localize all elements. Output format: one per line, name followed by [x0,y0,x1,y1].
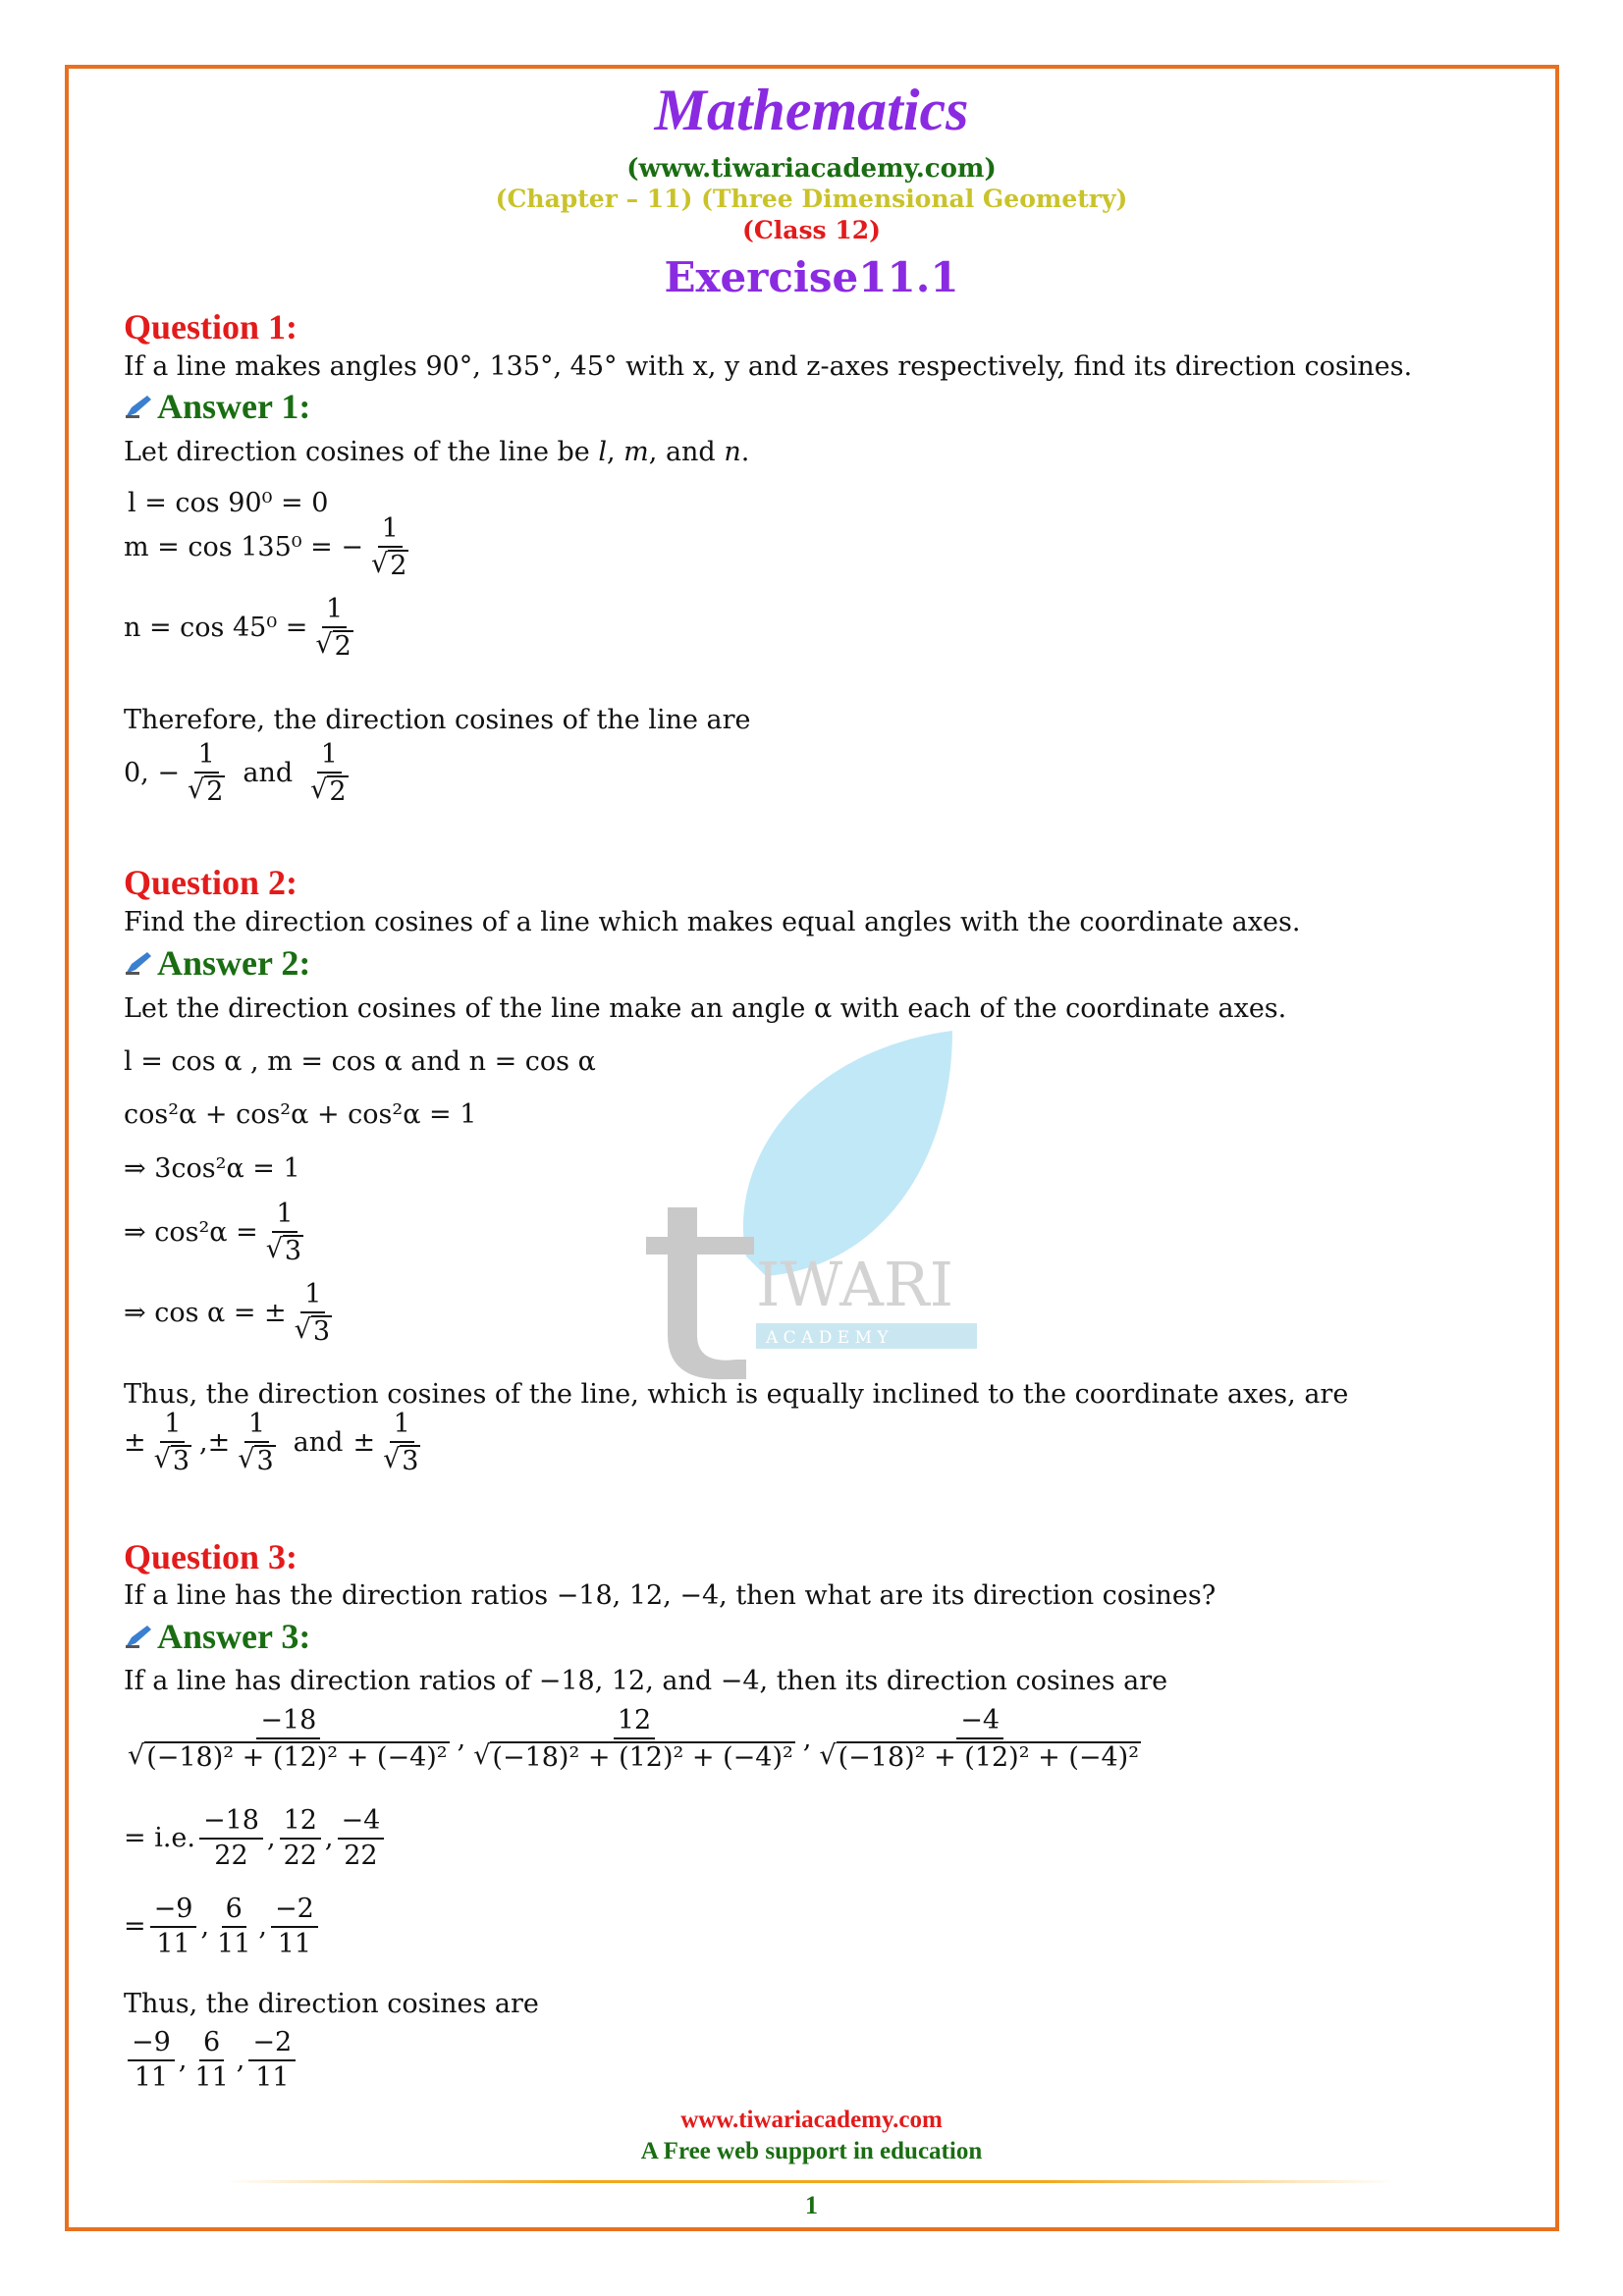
pen-icon [124,1624,153,1649]
answer-2-final: ± 1 √ 3 , ± 1 √ 3 and ± 1 √ 3 [124,1409,419,1476]
exercise-title: Exercise11.1 [664,253,959,301]
question-1-text: If a line makes angles 90°, 135°, 45° with x, y and z-axes respectively, find its direction cosines. [124,351,1413,382]
answer-2-eq-2: cos²α + cos²α + cos²α = 1 [124,1099,477,1130]
chapter-label: (Chapter – 11) (Three Dimensional Geometry) [495,185,1128,213]
page-title: Mathematics [654,78,969,142]
footer-divider [226,2180,1394,2183]
answer-3-step-2: = $\frac{-9}{11}$ , $\frac{6}{11}$ , $\frac{-2}{11}$ [124,1895,322,1958]
pen-icon [124,394,153,419]
question-3-text: If a line has the direction ratios −18, 12, −4, then what are its direction cosines? [124,1580,1217,1611]
answer-1-label: Answer 1: [157,387,311,426]
answer-2-eq-1: l = cos α , m = cos α and n = cos α [124,1046,596,1077]
answer-1-eq-n: n = cos 45⁰ = 1 √ 2 [124,594,352,662]
answer-3-intro: If a line has direction ratios of −18, 12, and −4, then its direction cosines are [124,1666,1168,1696]
site-url: (www.tiwariacademy.com) [626,154,997,184]
answer-1-eq-l: l = cos 90⁰ = 0 [128,488,329,518]
answer-2-eq-4: ⇒ cos²α = 1 √ 3 [124,1199,302,1266]
answer-2-label: Answer 2: [157,943,311,983]
page-number: 1 [805,2191,818,2219]
answer-3-final: $\frac{-9}{11}$ , $\frac{6}{11}$ , $\frac{-2}{11}$ [124,2028,299,2092]
question-2-heading: Question 2: [124,863,298,902]
answer-1-final: 0, − 1 √ 2 and 1 √ 2 [124,739,347,807]
answer-1-intro: Let direction cosines of the line be l, m, and n. [124,437,750,467]
footer-tagline: A Free web support in education [640,2138,983,2164]
answer-3-label: Answer 3: [157,1617,311,1656]
pen-icon [124,950,153,976]
question-1-heading: Question 1: [124,307,298,347]
watermark-subtext: A C A D E M Y [766,1328,889,1348]
answer-3-step-1: = i.e. $\frac{-18}{22}$ , $\frac{12}{22}$ , $\frac{-4}{22}$ [124,1806,388,1870]
answer-3-direction-cosines: −18 √ (−18)² + (12)² + (−4)² , 12 √ (−18)² + (12)² + (−4)² , −4 √ (−18)² + (12)² + (−4)² [128,1705,1140,1773]
watermark-text: IWARI [756,1249,954,1320]
answer-2-conclusion: Thus, the direction cosines of the line, which is equally inclined to the coordinate axes, are [124,1379,1349,1410]
tiwari-watermark-logo [628,1011,992,1384]
answer-3-conclusion: Thus, the direction cosines are [124,1989,539,2019]
answer-2-eq-5: ⇒ cos α = ± 1 √ 3 [124,1279,331,1347]
question-3-heading: Question 3: [124,1537,298,1576]
answer-1-heading [124,386,310,427]
answer-2-intro: Let the direction cosines of the line make an angle α with each of the coordinate axes. [124,993,1287,1024]
answer-1-conclusion: Therefore, the direction cosines of the line are [124,705,751,735]
answer-2-heading [124,942,310,984]
answer-3-heading [124,1616,310,1657]
footer-site: www.tiwariacademy.com [680,2107,943,2133]
answer-1-eq-m: m = cos 135⁰ = − 1 √ 2 [124,513,407,581]
answer-2-eq-3: ⇒ 3cos²α = 1 [124,1153,300,1184]
class-label: (Class 12) [742,216,881,244]
question-2-text: Find the direction cosines of a line which makes equal angles with the coordinate axes. [124,907,1301,937]
